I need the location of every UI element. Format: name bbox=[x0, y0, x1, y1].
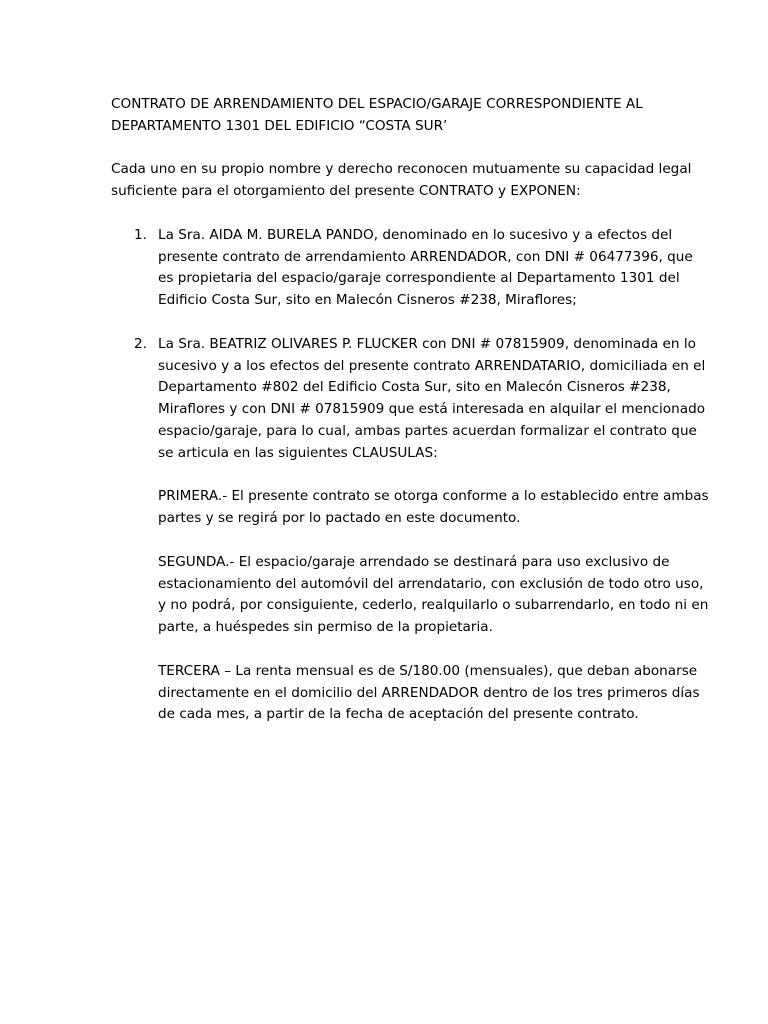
list-item bbox=[111, 334, 711, 465]
list-item bbox=[111, 225, 711, 312]
list-item-text: La Sra. BEATRIZ OLIVARES P. FLUCKER con DNI # 07815909, denominada en lo sucesivo y a los efectos del presente contrato ARRENDATARIO, domiciliada en el Departamento #802 del Edificio Costa Sur, sito en Malecón Cisneros #238, Miraflores y con DNI # 07815909 que está interesada en alquilar el mencionado espacio/garaje, para lo cual, ambas partes acuerdan formalizar el contrato que se articula en las siguientes CLAUSULAS: bbox=[158, 335, 706, 461]
parties-list bbox=[111, 225, 711, 465]
clause-primera: PRIMERA.- El presente contrato se otorga conforme a lo establecido entre ambas partes y se regirá por lo pactado en este documento. bbox=[158, 488, 709, 527]
document-title: CONTRATO DE ARRENDAMIENTO DEL ESPACIO/GARAJE CORRESPONDIENTE AL DEPARTAMENTO 1301 DEL EDIFICIO “COSTA SUR’ bbox=[111, 96, 643, 134]
clause-segunda: SEGUNDA.- El espacio/garaje arrendado se destinará para uso exclusivo de estacionamiento del automóvil del arrendatario, con exclusión de todo otro uso, y no podrá, por consiguiente, cederlo, realquilarlo o subarrendarlo, en todo ni en parte, a huéspedes sin permiso de la propietaria. bbox=[158, 553, 709, 636]
contract-document bbox=[111, 94, 711, 748]
list-item-number: 2. bbox=[134, 335, 147, 352]
intro-paragraph: Cada uno en su propio nombre y derecho reconocen mutuamente su capacidad legal suficiente para el otorgamiento del presente CONTRATO y EXPONEN: bbox=[111, 161, 692, 200]
clause-tercera: TERCERA – La renta mensual es de S/180.00 (mensuales), que deban abonarse directamente en el domicilio del ARRENDADOR dentro de los tres primeros días de cada mes, a partir de la fecha de aceptación del presente contrato. bbox=[158, 662, 700, 723]
clauses-section bbox=[111, 486, 711, 726]
list-item-text: La Sra. AIDA M. BURELA PANDO, denominado en lo sucesivo y a efectos del presente contrato de arrendamiento ARRENDADOR, con DNI # 06477396, que es propietaria del espacio/garaje correspondiente al Departamento 1301 del Edificio Costa Sur, sito en Malecón Cisneros #238, Miraflores; bbox=[158, 226, 693, 309]
list-item-number: 1. bbox=[134, 226, 147, 243]
